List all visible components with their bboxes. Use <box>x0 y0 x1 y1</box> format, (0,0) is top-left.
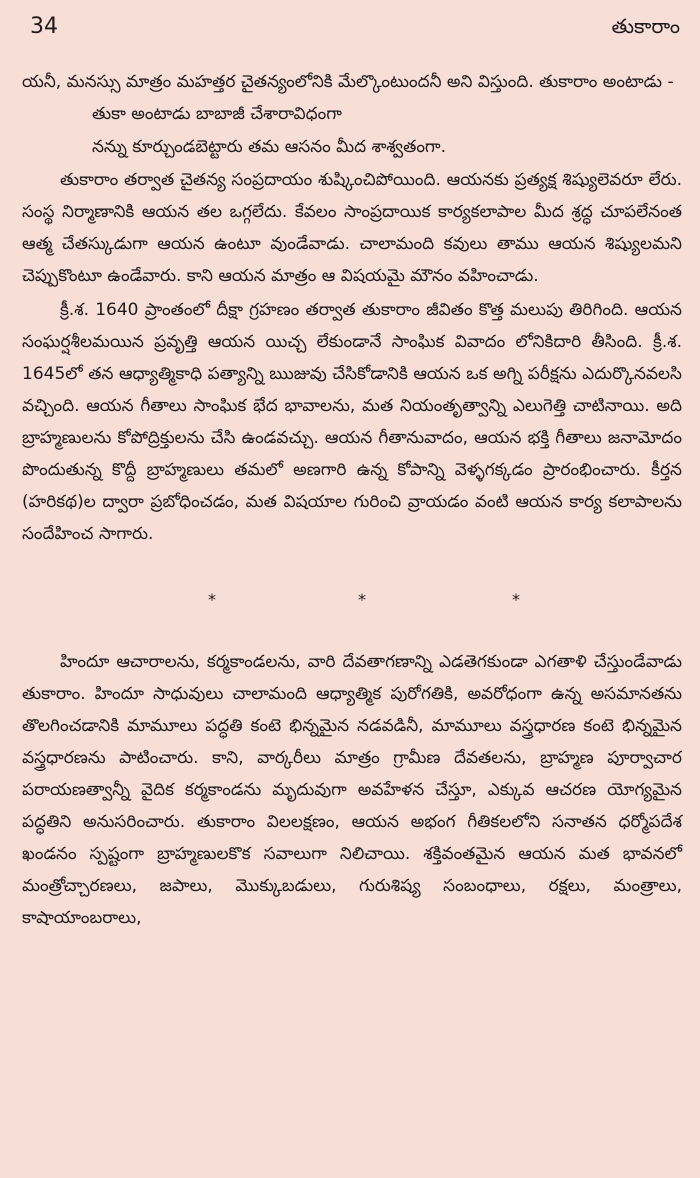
paragraph-2: తుకారాం తర్వాత చైతన్య సంప్రదాయం శుష్కించిపోయింది. ఆయనకు ప్రత్యక్ష శిష్యులెవరూ లేరు. సంస్థ నిర్మాణానికి ఆయన తల ఒగ్గలేదు. కేవలం సాంప్రదాయిక కార్యకలాపాల మీద శ్రద్ధ చూపలేనంత ఆత్మ చేతస్కుడుగా ఆయన ఉంటూ వుండేవాడు. చాలామంది కవులు తాము ఆయన శిష్యులమని చెప్పుకొంటూ ఉండేవారు. కాని ఆయన మాత్రం ఆ విషయమై మౌనం వహించాడు. <box>22 170 682 286</box>
page-number: 34 <box>30 14 58 39</box>
paragraph-4: హిందూ ఆచారాలను, కర్మకాండలను, వారి దేవతాగణాన్ని ఎడతెగకుండా ఎగతాళి చేస్తుండేవాడు తుకారాం. హిందూ సాధువులు చాలామంది ఆధ్యాత్మిక పురోగతికి, అవరోధంగా ఉన్న అసమానతను తొలగించడానికి మామూలు పద్ధతి కంటె భిన్నమైన నడవడినీ, మామూలు వస్త్రధారణ కంటె భిన్నమైన వస్త్రధారణను పాటించారు. కాని, వార్కరీలు మాత్రం గ్రామీణ దేవతలను, బ్రాహ్మణ పూర్వాచార పరాయణత్వాన్నీ వైదిక కర్మకాండను మృదువుగా అవహేళన చేస్తూ, ఎక్కువ ఆచరణ యోగ్యమైన పద్ధతిని అనుసరించారు. తుకారాం విలలక్షణం, ఆయన అభంగ గీతికలలోని సనాతన ధర్మోపదేశ ఖండనం స్పష్టంగా బ్రాహ్మణులకొక సవాలుగా నిలిచాయి. శక్తివంతమైన ఆయన మత భావనలో మంత్రోచ్చారణలు, జపాలు, మొక్కుబడులు, గురుశిష్య సంబంధాలు, రక్షలు, మంత్రాలు, కాషాయాంబరాలు, <box>22 652 682 928</box>
paragraph-3: క్రీ.శ. 1640 ప్రాంతంలో దీక్షా గ్రహణం తర్వాత తుకారాం జీవితం కొత్త మలుపు తిరిగింది. ఆయన సంఘర్షశీలమయిన ప్రవృత్తి ఆయన యిచ్చ లేకుండానే సాంఘిక వివాదం లోనికిదారి తీసింది. క్రీ.శ. 1645లో తన ఆధ్యాత్మికాధి పత్యాన్ని ఋజువు చేసికోడానికి ఆయన ఒక అగ్ని పరీక్షను ఎదుర్కొనవలసి వచ్చింది. ఆయన గీతాలు సాంఘిక భేద భావాలను, మత నియంతృత్వాన్ని ఎలుగెత్తి చాటినాయి. అది బ్రాహ్మణులను కోపోద్రిక్తులను చేసి ఉండవచ్చు. ఆయన గీతానువాదం, ఆయన భక్తి గీతాలు జనామోదం పొందుతున్న కొద్దీ బ్రాహ్మణులు తమలో అణగారి ఉన్న కోపాన్ని వెళ్ళగక్కడం ప్రారంభించారు. కీర్తన (హరికథ)ల ద్వారా ప్రబోధించడం, మత విషయాల గురించి వ్రాయడం వంటి ఆయన కార్య కలాపాలను సందేహించ సాగారు. <box>22 300 682 544</box>
paragraph-1: యనీ, మనస్సు మాత్రం మహత్తర చైతన్యంలోనికి మేల్కొంటుందనీ అని విస్తుంది. తుకారాం అంటాడు - <box>22 72 674 92</box>
verse-quote <box>22 98 682 164</box>
verse-line-1: తుకా అంటాడు బాబాజీ చేశారావిధంగా <box>92 104 342 124</box>
page-body <box>22 66 682 934</box>
running-head: తుకారాం <box>611 14 680 38</box>
separator-star-3: * <box>512 590 520 609</box>
section-separator <box>22 570 682 636</box>
separator-star-1: * <box>208 590 216 609</box>
page-header <box>0 10 700 46</box>
separator-star-2: * <box>358 590 366 609</box>
verse-line-2: నన్ను కూర్చుండబెట్టారు తమ ఆసనం మీద శాశ్వతంగా. <box>92 137 446 157</box>
